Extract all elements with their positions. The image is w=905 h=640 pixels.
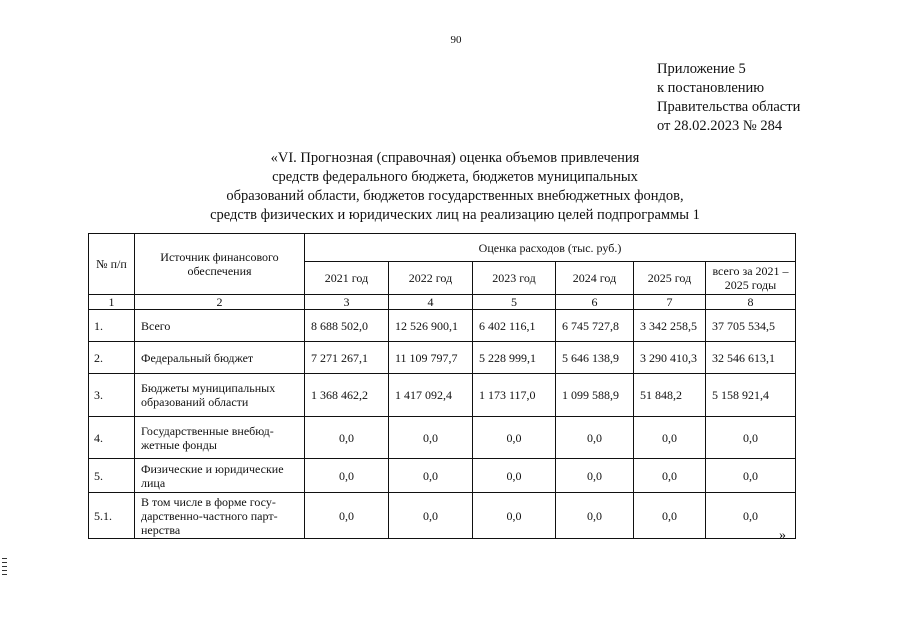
amount-2025: 51 848,2 <box>634 374 706 417</box>
amount-2025: 3 342 258,5 <box>634 310 706 342</box>
amount-total: 0,0 <box>706 493 796 539</box>
row-number: 3. <box>89 374 135 417</box>
table-row <box>89 310 796 342</box>
amount-2024: 0,0 <box>556 493 634 539</box>
funding-table <box>88 233 796 539</box>
table-row <box>89 417 796 459</box>
amount-2024: 1 099 588,9 <box>556 374 634 417</box>
column-index: 4 <box>389 295 473 310</box>
table-row <box>89 342 796 374</box>
amount-2021: 8 688 502,0 <box>305 310 389 342</box>
amount-2021: 0,0 <box>305 417 389 459</box>
table-row <box>89 493 796 539</box>
table-row <box>89 374 796 417</box>
row-number: 4. <box>89 417 135 459</box>
amount-total: 5 158 921,4 <box>706 374 796 417</box>
amount-2024: 6 745 727,8 <box>556 310 634 342</box>
column-index: 7 <box>634 295 706 310</box>
margin-mark <box>2 566 7 567</box>
appendix-line: Приложение 5 <box>657 61 746 77</box>
heading-line: средств федерального бюджета, бюджетов муниципальных <box>272 169 638 185</box>
row-number: 5.1. <box>89 493 135 539</box>
amount-2022: 12 526 900,1 <box>389 310 473 342</box>
column-index: 1 <box>89 295 135 310</box>
page-number: 90 <box>450 34 462 46</box>
margin-mark <box>2 558 7 559</box>
column-index: 8 <box>706 295 796 310</box>
appendix-line: Правительства области <box>657 99 801 115</box>
amount-total: 0,0 <box>706 459 796 493</box>
appendix-reference <box>657 60 800 136</box>
amount-2024: 0,0 <box>556 459 634 493</box>
closing-quote: » <box>779 528 786 543</box>
header-year: 2024 год <box>556 262 634 295</box>
amount-2021: 7 271 267,1 <box>305 342 389 374</box>
funding-source: Федеральный бюджет <box>135 342 305 374</box>
amount-2023: 6 402 116,1 <box>473 310 556 342</box>
amount-2021: 1 368 462,2 <box>305 374 389 417</box>
amount-2025: 3 290 410,3 <box>634 342 706 374</box>
amount-2025: 0,0 <box>634 493 706 539</box>
amount-2023: 0,0 <box>473 417 556 459</box>
amount-2023: 0,0 <box>473 493 556 539</box>
amount-2022: 0,0 <box>389 459 473 493</box>
heading-line: «VI. Прогнозная (справочная) оценка объемов привлечения <box>270 150 640 166</box>
header-number: № п/п <box>89 234 135 295</box>
amount-2022: 1 417 092,4 <box>389 374 473 417</box>
header-year: 2021 год <box>305 262 389 295</box>
amount-total: 37 705 534,5 <box>706 310 796 342</box>
amount-2023: 0,0 <box>473 459 556 493</box>
header-year: 2025 год <box>634 262 706 295</box>
margin-mark <box>2 574 7 575</box>
amount-total: 32 546 613,1 <box>706 342 796 374</box>
funding-source: Государственные внебюд-жетные фонды <box>135 417 305 459</box>
funding-source: Физические и юридические лица <box>135 459 305 493</box>
row-number: 5. <box>89 459 135 493</box>
amount-2023: 1 173 117,0 <box>473 374 556 417</box>
amount-2023: 5 228 999,1 <box>473 342 556 374</box>
amount-2025: 0,0 <box>634 459 706 493</box>
amount-2022: 0,0 <box>389 493 473 539</box>
amount-2021: 0,0 <box>305 493 389 539</box>
column-index: 2 <box>135 295 305 310</box>
margin-mark <box>2 570 7 571</box>
funding-source: В том числе в форме госу-дарственно-частного парт-нерства <box>135 493 305 539</box>
section-heading <box>150 149 760 225</box>
amount-2022: 11 109 797,7 <box>389 342 473 374</box>
funding-source: Бюджеты муниципальных образований области <box>135 374 305 417</box>
heading-line: образований области, бюджетов государственных внебюджетных фондов, <box>226 188 684 204</box>
row-number: 1. <box>89 310 135 342</box>
column-index: 3 <box>305 295 389 310</box>
amount-2025: 0,0 <box>634 417 706 459</box>
column-index: 5 <box>473 295 556 310</box>
table-row <box>89 459 796 493</box>
amount-2024: 0,0 <box>556 417 634 459</box>
amount-total: 0,0 <box>706 417 796 459</box>
amount-2022: 0,0 <box>389 417 473 459</box>
header-year: 2023 год <box>473 262 556 295</box>
heading-line: средств физических и юридических лиц на реализацию целей подпрограммы 1 <box>210 207 700 223</box>
header-year: 2022 год <box>389 262 473 295</box>
appendix-line: к постановлению <box>657 80 765 96</box>
amount-2021: 0,0 <box>305 459 389 493</box>
margin-marks <box>2 558 7 578</box>
column-index: 6 <box>556 295 634 310</box>
header-total: всего за 2021 – 2025 годы <box>706 262 796 295</box>
row-number: 2. <box>89 342 135 374</box>
amount-2024: 5 646 138,9 <box>556 342 634 374</box>
funding-source: Всего <box>135 310 305 342</box>
header-source: Источник финансового обеспечения <box>135 234 305 295</box>
header-expense-estimate: Оценка расходов (тыс. руб.) <box>305 234 796 262</box>
appendix-line: от 28.02.2023 № 284 <box>657 118 783 134</box>
margin-mark <box>2 562 7 563</box>
